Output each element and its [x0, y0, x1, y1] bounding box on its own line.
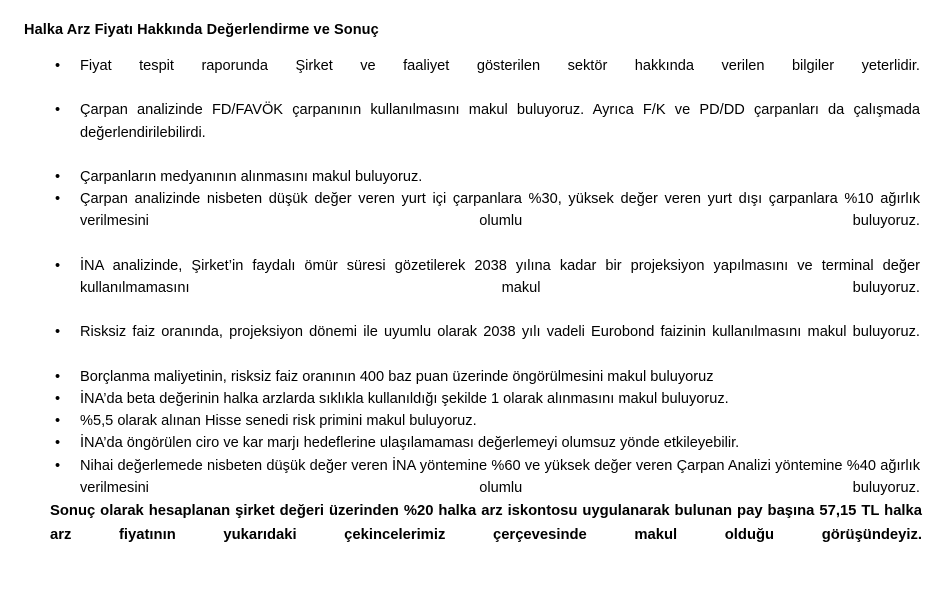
- conclusion-paragraph: Sonuç olarak hesaplanan şirket değeri üzerinden %20 halka arz iskontosu uygulanarak bulunan pay başına 57,15 TL halka arz fiyatının yukarıdaki çekincelerimiz çerçevesinde makul olduğu görüşündeyiz.: [50, 502, 922, 543]
- list-item-text: Çarpan analizinde nisbeten düşük değer veren yurt içi çarpanlara %30, yüksek değer veren yurt dışı çarpanlara %10 ağırlık verilmesini olumlu buluyoruz.: [80, 191, 920, 230]
- bullet-icon: •: [55, 391, 61, 408]
- bullet-icon: •: [55, 435, 61, 452]
- list-item-text: İNA’da beta değerinin halka arzlarda sıklıkla kullanıldığı şekilde 1 olarak alınmasını makul buluyoruz.: [80, 391, 729, 408]
- bullet-icon: •: [55, 324, 61, 341]
- list-item-text: Borçlanma maliyetinin, risksiz faiz oranının 400 baz puan üzerinde öngörülmesini makul buluyoruz: [80, 368, 714, 385]
- list-item: [0, 432, 946, 454]
- bullet-icon: •: [55, 257, 61, 274]
- list-item-text: Çarpan analizinde FD/FAVÖK çarpanının kullanılmasını makul buluyoruz. Ayrıca F/K ve PD/DD çarpanları da çalışmada değerlendirilebilirdi.: [80, 102, 920, 141]
- list-item: [0, 410, 946, 432]
- bullet-icon: •: [55, 102, 61, 119]
- list-item-text: Nihai değerlemede nisbeten düşük değer veren İNA yöntemine %60 ve yüksek değer veren Çarpan Analizi yöntemine %40 ağırlık verilmesini olumlu buluyoruz.: [80, 457, 920, 496]
- list-item: [0, 99, 946, 166]
- list-item-text: Çarpanların medyanının alınmasını makul buluyoruz.: [80, 169, 423, 186]
- list-item-text: Risksiz faiz oranında, projeksiyon dönemi ile uyumlu olarak 2038 yılı vadeli Eurobond faizinin kullanılmasını makul buluyoruz.: [80, 324, 920, 341]
- list-item-text: Fiyat tespit raporunda Şirket ve faaliyet gösterilen sektör hakkında verilen bilgiler yeterlidir.: [80, 58, 920, 74]
- list-item: [0, 188, 946, 255]
- list-item: [0, 166, 946, 188]
- page-title: Halka Arz Fiyatı Hakkında Değerlendirme ve Sonuç: [24, 21, 379, 38]
- bullet-icon: •: [55, 413, 61, 430]
- bullet-icon: •: [55, 368, 61, 385]
- list-item-text: İNA’da öngörülen ciro ve kar marjı hedeflerine ulaşılamaması değerlemeyi olumsuz yönde etkileyebilir.: [80, 435, 740, 452]
- bullet-icon: •: [55, 58, 61, 74]
- evaluation-bullet-list: [0, 55, 946, 521]
- bullet-icon: •: [55, 457, 61, 474]
- bullet-icon: •: [55, 169, 61, 186]
- list-item-text: %5,5 olarak alınan Hisse senedi risk primini makul buluyoruz.: [80, 413, 477, 430]
- list-item: [0, 255, 946, 322]
- list-item: [0, 55, 946, 99]
- bullet-icon: •: [55, 191, 61, 208]
- list-item: [0, 321, 946, 365]
- list-item: [0, 388, 946, 410]
- list-item: [0, 366, 946, 388]
- list-item-text: İNA analizinde, Şirket’in faydalı ömür süresi gözetilerek 2038 yılına kadar bir projeksiyon yapılmasını ve terminal değer kullanılmamasını makul buluyoruz.: [80, 257, 920, 297]
